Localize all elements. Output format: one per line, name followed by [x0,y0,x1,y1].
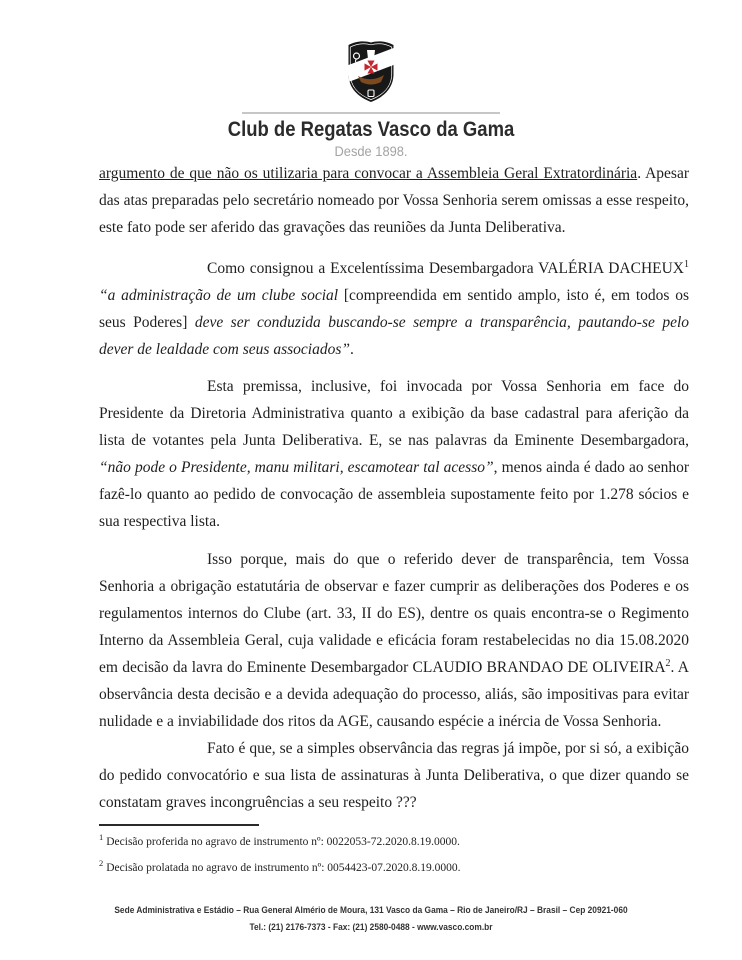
footnote-text-2: Decisão prolatada no agravo de instrumento nº: 0054423-07.2020.8.19.0000. [106,862,461,874]
paragraph-3-rest: , menos ainda é dado ao senhor fazê-lo quanto ao pedido de convocação de assembleia supostamente feito por 1.278 sócios e sua respectiva lista. [99,459,689,530]
paragraph-1-rest: . Apesar das atas preparadas pelo secretário nomeado por Vossa Senhoria serem omissas a esse respeito, este fato pode ser aferido das gravações das reuniões da Junta Deliberativa. [99,165,690,236]
paragraph-2-period: . [349,341,354,358]
footnote-section [99,824,659,887]
footnote-separator [99,824,259,826]
footnote-reference-1: 1 [684,258,689,270]
footnote-item-2 [99,858,659,875]
footnote-reference-2: 2 [665,657,671,669]
letter-body [99,160,689,816]
paragraph-2 [99,255,689,363]
vasco-crest-icon [343,40,399,104]
footnote-item-1 [99,832,659,849]
footnote-marker-2: 2 [99,858,104,869]
document-footer [0,902,742,936]
paragraph-3-italic-quote: “não pode o Presidente, manu militari, escamotear tal acesso” [99,459,494,476]
underlined-argument-text: argumento de que não os utilizaria para convocar a Assembleia Geral Extratordinária [99,165,638,182]
club-tagline: Desde 1898. [334,143,408,159]
paragraph-2-bracket: [compreendida em sentido amplo, isto é, em todos os seus Poderes] [99,287,689,331]
club-name: Club de Regatas Vasco da Gama [227,118,515,141]
paragraph-4-rest: . A observância desta decisão e a devida adequação do processo, aliás, são impositivas para evitar nulidade e a inviabilidade dos ritos da AGE, causando espécie a inércia de Vossa Senhoria. [99,659,689,730]
paragraph-2-quote-close: deve ser conduzida buscando-se sempre a transparência, pautando-se pelo dever de lealdade com seus associados” [99,314,690,358]
footnote-text-1: Decisão proferida no agravo de instrumento nº: 0022053-72.2020.8.19.0000. [106,836,460,848]
paragraph-4-lead: Isso porque, mais do que o referido dever de transparência, tem Vossa Senhoria a obrigação estatutária de observar e fazer cumprir as deliberações dos Poderes e os regulamentos internos do Clube (art. 33, II do ES), dentre os quais encontra-se o Regimento Interno da Assembleia Geral, cuja validade e eficácia foram restabelecidas no dia 15.08.2020 em decisão da lavra do Eminente Desembargador CLAUDIO BRANDAO DE OLIVEIRA [99,551,689,676]
paragraph-3 [99,373,689,535]
document-header [0,40,742,159]
footnote-marker-1: 1 [99,832,104,843]
paragraph-5-text: Fato é que, se a simples observância das regras já impõe, por si só, a exibição do pedido convocatório e sua lista de assinaturas à Junta Deliberativa, o que dizer quando se constatam graves incongruências a seu respeito ??? [99,740,689,811]
paragraph-3-lead: Esta premissa, inclusive, foi invocada por Vossa Senhoria em face do Presidente da Diretoria Administrativa quanto a exibição da base cadastral para aferição da lista de votantes pela Junta Deliberativa. E, se nas palavras da Eminente Desembargadora, [99,378,689,449]
paragraph-1 [99,160,689,241]
footer-contact-line: Tel.: (21) 2176-7373 - Fax: (21) 2580-0488 - www.vasco.com.br [249,922,493,933]
paragraph-2-lead: Como consignou a Excelentíssima Desembargadora VALÉRIA DACHEUX [207,260,684,277]
header-rule [242,112,500,114]
paragraph-2-quote-open: “a administração de um clube social [99,287,344,304]
paragraph-5 [99,735,689,816]
paragraph-4 [99,546,689,735]
footer-address-line: Sede Administrativa e Estádio – Rua General Almério de Moura, 131 Vasco da Gama – Rio de Janeiro/RJ – Brasil – Cep 20921-060 [114,905,628,916]
